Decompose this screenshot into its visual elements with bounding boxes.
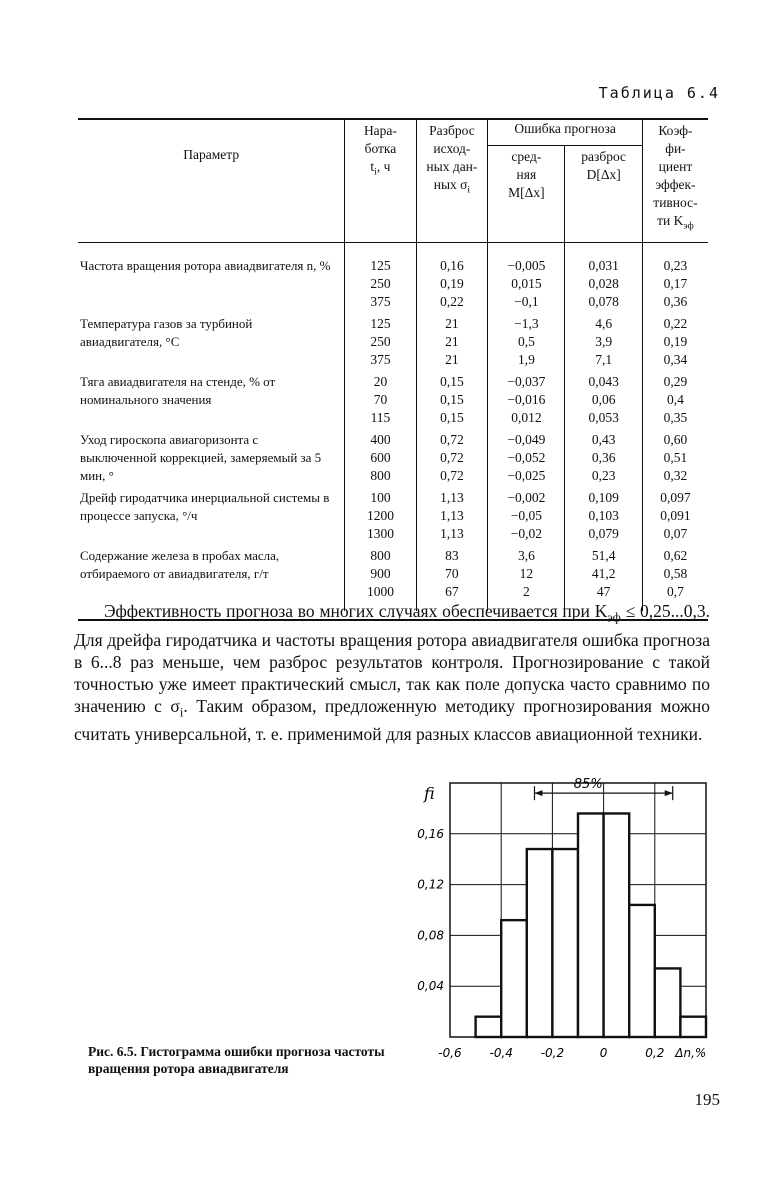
header-mean-line: няя — [516, 166, 537, 182]
runtime-cell: 20 70 115 — [345, 369, 416, 427]
parameter-label: Тяга авиадвигателя на стенде, % от номинального значения — [80, 373, 276, 407]
y-tick-label: 0,12 — [417, 877, 444, 892]
header-variance-line: D[Δx] — [586, 166, 621, 182]
table-row — [78, 257, 708, 311]
histogram-bar — [527, 849, 553, 1037]
spread-cell: 21 21 21 — [416, 311, 488, 369]
parameter-label: Частота вращения ротора авиадвигателя n, % — [80, 257, 331, 273]
runtime-cell: 800 900 1000 — [345, 543, 416, 611]
x-tick-label: -0,6 — [438, 1046, 462, 1060]
variance-cell: 0,109 0,103 0,079 — [565, 485, 642, 543]
x-tick-label: 0 — [599, 1046, 608, 1060]
header-coef-line: эффек- — [655, 177, 696, 192]
body-paragraph: Эффективность прогноза во многих случаях обеспечивается при $K_{эф} \le 0,25...0,3$. Для дрейфа гиродатчика и частоты вращения ротора авиадвигателя ошибка прогноза в 6...8 раз меньше, чем разброс результатов контроля. Прогнозирование с такой точностью уже имеет практический смысл, так как поле допуска часто сравнимо по значению с $\sigma_i$. Таким образом, предложенную методику прогнозирования можно считать универсальной, т. е. применимой для разных классов авиационной техники. — [74, 601, 710, 744]
coef-cell: 0,097 0,091 0,07 — [642, 485, 708, 543]
coef-cell: 0,22 0,19 0,34 — [642, 311, 708, 369]
histogram-bar — [552, 849, 578, 1037]
header-mean — [488, 145, 565, 238]
header-coef-line: ти $K_{эф}$ — [657, 213, 694, 232]
x-tick-label: -0,2 — [540, 1046, 565, 1060]
mean-error-cell: −1,3 0,5 1,9 — [488, 311, 565, 369]
header-error-group: Ошибка прогноза — [488, 119, 643, 145]
annotation-label: 85% — [573, 777, 603, 793]
x-axis-label: Δn,% — [675, 1046, 707, 1060]
spread-cell: 0,15 0,15 0,15 — [416, 369, 488, 427]
header-coef-line: фи- — [665, 141, 686, 156]
histogram-bar — [629, 905, 655, 1037]
header-coef — [642, 119, 708, 238]
runtime-cell: 100 1200 1300 — [345, 485, 416, 543]
coef-cell: 0,29 0,4 0,35 — [642, 369, 708, 427]
y-axis-label: fi — [424, 784, 435, 803]
variance-cell: 0,031 0,028 0,078 — [565, 257, 642, 311]
runtime-cell: 400 600 800 — [345, 427, 416, 485]
table-caption: Таблица 6.4 — [598, 84, 720, 102]
mean-error-cell: −0,002 −0,05 −0,02 — [488, 485, 565, 543]
header-runtime-line: Нара- — [363, 123, 397, 138]
header-coef-line: циент — [658, 159, 693, 174]
histogram-bar — [578, 813, 604, 1037]
header-parameter: Параметр — [183, 147, 240, 162]
parameter-label: Содержание железа в пробах масла, отбираемого от авиадвигателя, г/т — [80, 547, 280, 581]
annotation-arrowhead-left — [534, 790, 542, 796]
mean-error-cell: 3,6 12 2 — [488, 543, 565, 611]
y-tick-label: 0,16 — [417, 826, 444, 841]
table-row — [78, 485, 708, 543]
data-table — [78, 118, 708, 611]
runtime-cell: 125 250 375 — [345, 257, 416, 311]
figure-caption: Рис. 6.5. Гистограмма ошибки прогноза частоты вращения ротора авиадвигателя — [88, 1044, 385, 1076]
header-runtime-line: $t_i$, ч — [370, 159, 391, 178]
coef-cell: 0,60 0,51 0,32 — [642, 427, 708, 485]
header-runtime-line: ботка — [364, 141, 397, 156]
variance-cell: 4,6 3,9 7,1 — [565, 311, 642, 369]
variance-cell: 0,043 0,06 0,053 — [565, 369, 642, 427]
header-variance — [565, 145, 642, 238]
parameter-label: Дрейф гиродатчика инерциальной системы в процессе запуска, °/ч — [80, 489, 330, 523]
x-tick-label: -0,4 — [489, 1046, 513, 1060]
header-mean-line: сред- — [511, 148, 542, 164]
mean-error-cell: −0,005 0,015 −0,1 — [488, 257, 565, 311]
table-body — [78, 242, 708, 611]
y-tick-label: 0,04 — [417, 979, 444, 994]
table — [78, 118, 708, 611]
header-spread-line: ных дан- — [426, 159, 478, 174]
histogram-bar — [604, 813, 630, 1037]
variance-cell: 0,43 0,36 0,23 — [565, 427, 642, 485]
header-runtime — [345, 119, 416, 238]
header-spread-line: ных $\sigma_i$ — [433, 177, 471, 196]
histogram-bar — [655, 968, 681, 1037]
table-row — [78, 311, 708, 369]
table-row — [78, 369, 708, 427]
histogram-bar — [501, 920, 527, 1037]
y-tick-label: 0,08 — [417, 928, 444, 943]
mean-error-cell: −0,049 −0,052 −0,025 — [488, 427, 565, 485]
spread-cell: 1,13 1,13 1,13 — [416, 485, 488, 543]
parameter-label: Температура газов за турбиной авиадвигателя, °С — [80, 315, 253, 349]
parameter-label: Уход гироскопа авиагоризонта с выключенной коррекцией, замеряемый за 5 мин, ° — [80, 431, 322, 483]
header-coef-line: тивнос- — [653, 195, 698, 210]
histogram-bar — [680, 1017, 706, 1037]
spread-cell: 83 70 67 — [416, 543, 488, 611]
header-mean-line: M[Δx] — [508, 184, 545, 200]
spread-cell: 0,16 0,19 0,22 — [416, 257, 488, 311]
variance-cell: 51,4 41,2 47 — [565, 543, 642, 611]
x-tick-label: 0,2 — [645, 1046, 665, 1060]
histogram-bar — [476, 1017, 502, 1037]
header-spread-line: Разброс — [429, 123, 475, 138]
spread-cell: 0,72 0,72 0,72 — [416, 427, 488, 485]
coef-cell: 0,62 0,58 0,7 — [642, 543, 708, 611]
annotation-arrowhead-right — [665, 790, 673, 796]
page-number: 195 — [694, 1090, 720, 1109]
table-row — [78, 427, 708, 485]
header-spread-line: исход- — [433, 141, 471, 156]
runtime-cell: 125 250 375 — [345, 311, 416, 369]
header-spread — [416, 119, 488, 238]
header-coef-line: Коэф- — [658, 123, 693, 138]
coef-cell: 0,23 0,17 0,36 — [642, 257, 708, 311]
mean-error-cell: −0,037 −0,016 0,012 — [488, 369, 565, 427]
header-variance-line: разброс — [581, 148, 627, 164]
histogram-chart — [410, 775, 720, 1075]
